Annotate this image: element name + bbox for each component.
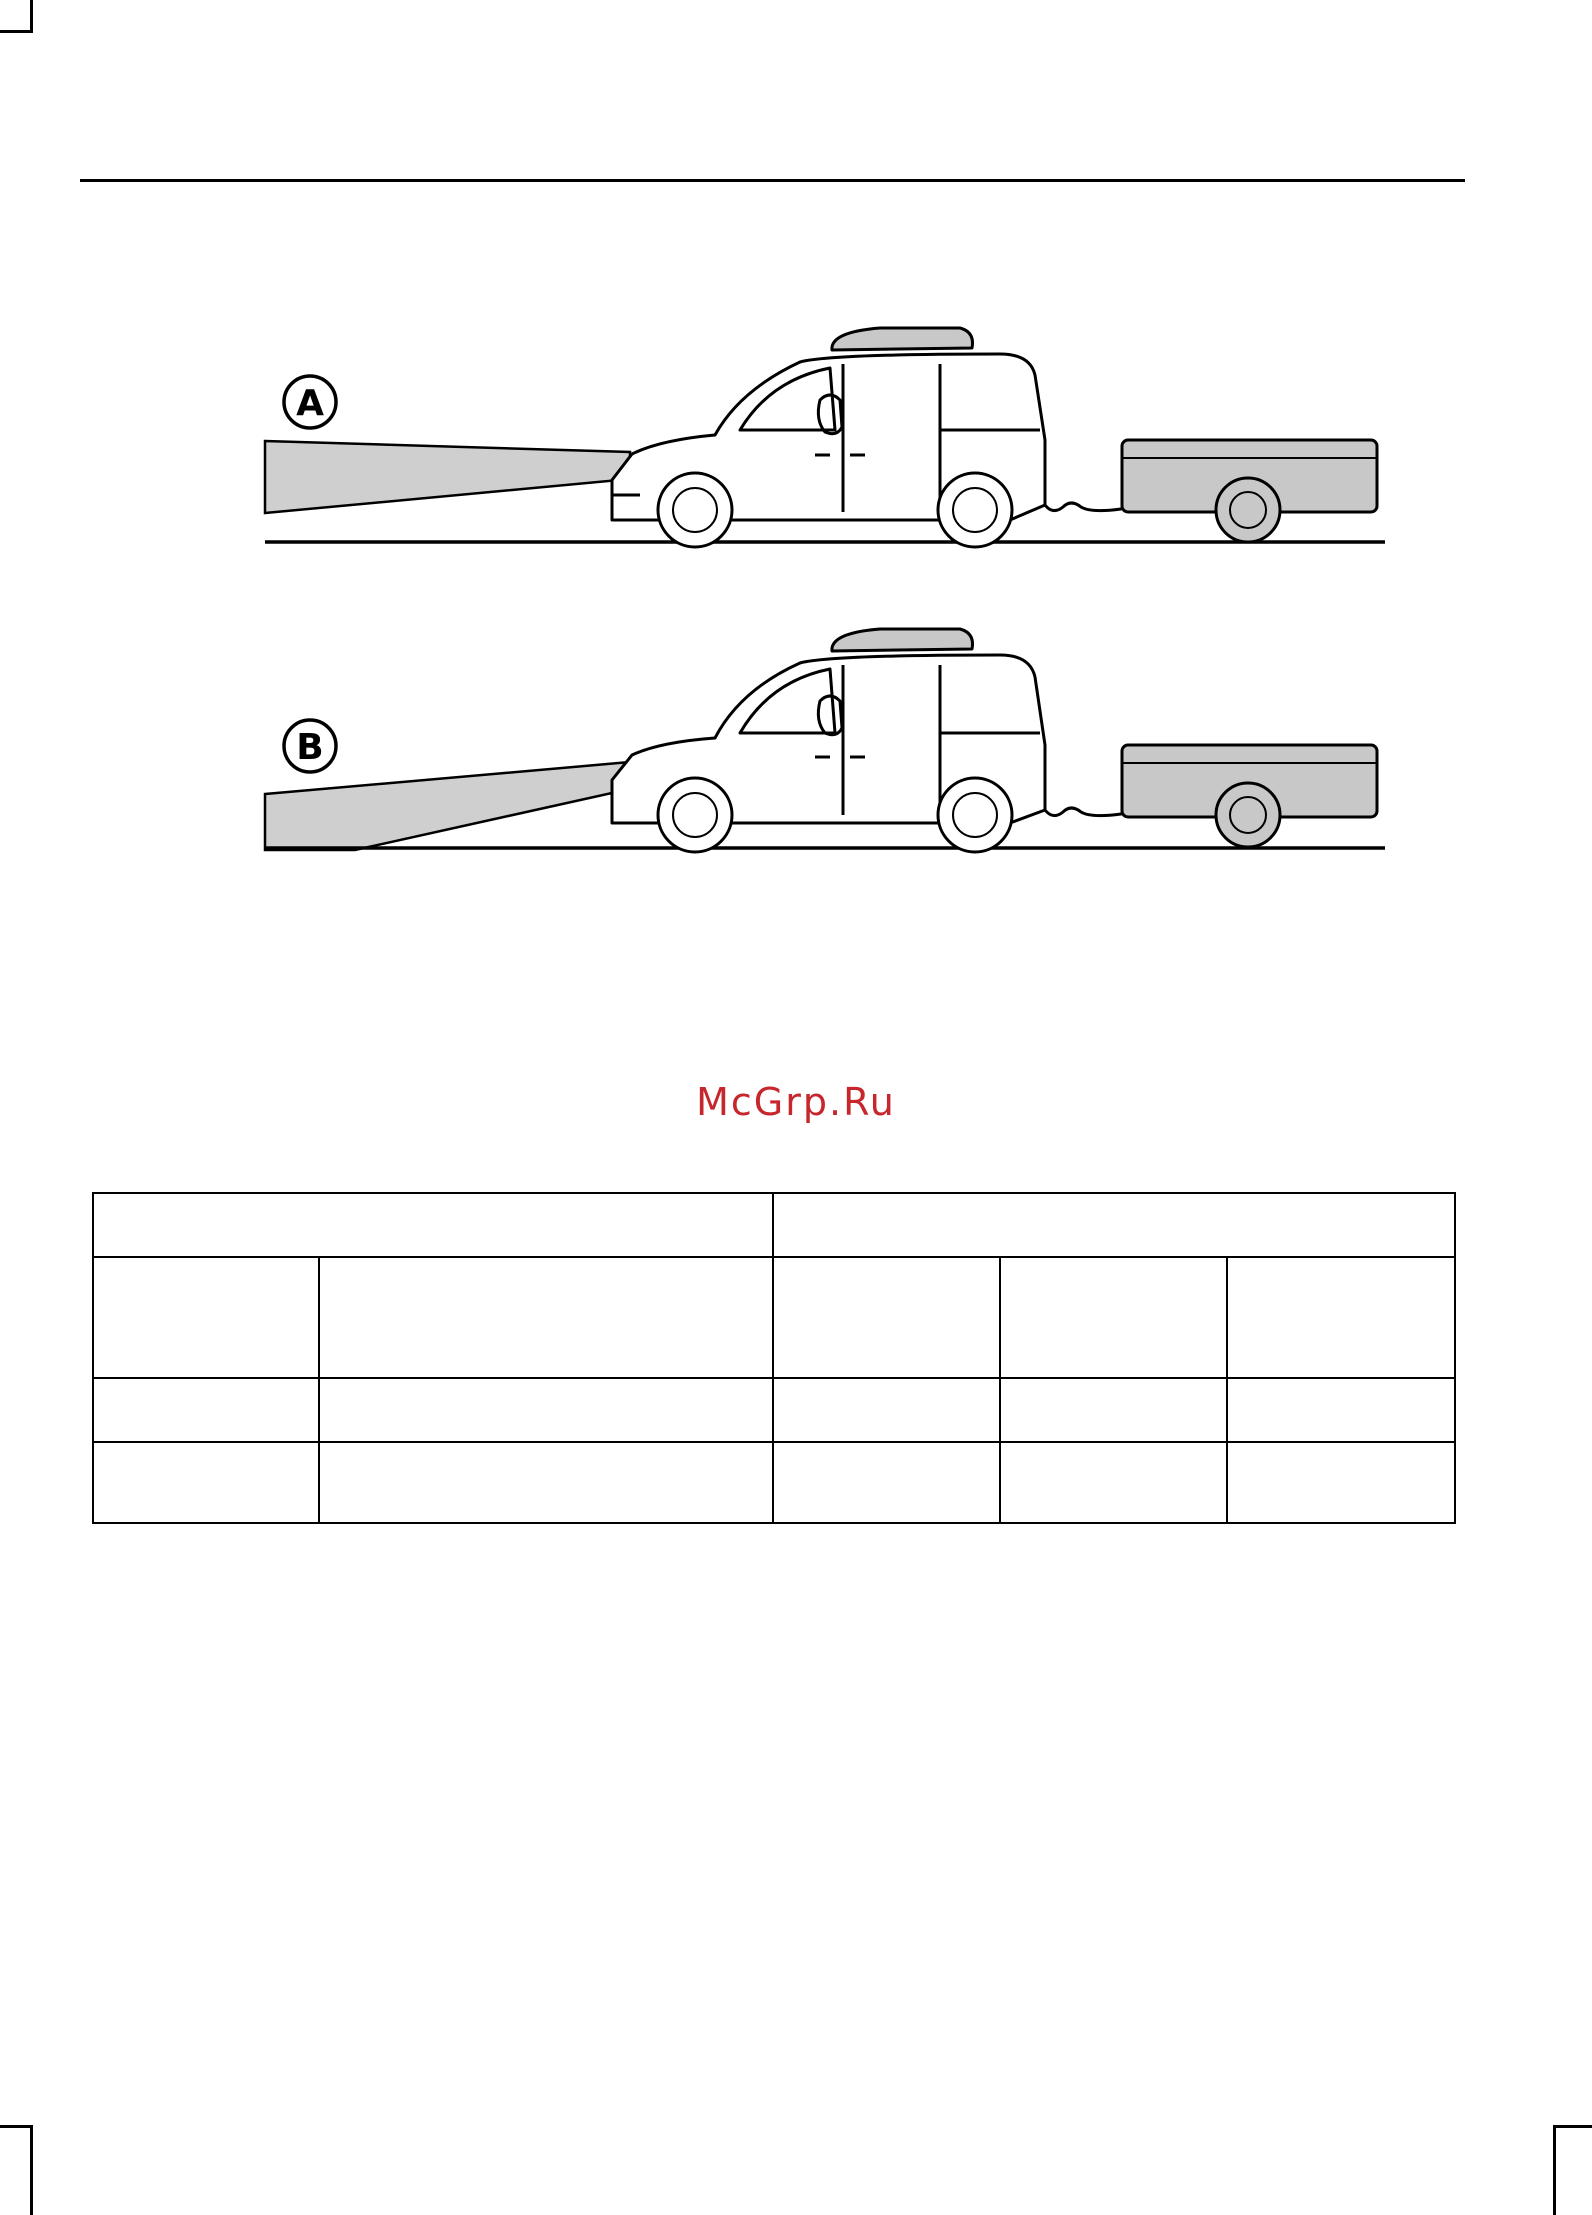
table-cell — [1000, 1442, 1227, 1523]
crop-mark-bottom-left-h — [0, 2125, 33, 2128]
table-cell — [93, 1378, 319, 1442]
table-subheader-row — [93, 1257, 1455, 1378]
table-cell — [319, 1378, 773, 1442]
tow-chain-b — [1045, 808, 1125, 816]
load-table — [92, 1192, 1456, 1524]
table-header-row — [93, 1193, 1455, 1257]
table-subheader-cell — [773, 1257, 1000, 1378]
crop-mark-bottom-left-v — [30, 2125, 33, 2215]
van-b-front-wheel — [658, 778, 732, 852]
panel-label-a: A — [296, 383, 324, 424]
table-subheader-cell — [1000, 1257, 1227, 1378]
watermark: McGrp.Ru — [696, 1080, 896, 1124]
table-header-cell — [93, 1193, 773, 1257]
panel-label-b: B — [296, 727, 324, 768]
panel-label-badge-b — [284, 720, 336, 772]
illustration-panel-b — [0, 305, 1592, 905]
table-row — [93, 1442, 1455, 1523]
van-b-rear-wheel — [938, 778, 1012, 852]
table-row — [93, 1378, 1455, 1442]
table-cell — [1000, 1378, 1227, 1442]
table-cell — [1227, 1442, 1455, 1523]
crop-mark-bottom-right-v — [1553, 2125, 1556, 2215]
table-subheader-cell — [319, 1257, 773, 1378]
table-subheader-cell — [93, 1257, 319, 1378]
crop-mark-bottom-right-h — [1553, 2125, 1592, 2128]
table-cell — [773, 1378, 1000, 1442]
table-cell — [773, 1442, 1000, 1523]
table-cell — [1227, 1378, 1455, 1442]
table-subheader-cell — [1227, 1257, 1455, 1378]
table-cell — [319, 1442, 773, 1523]
table-cell — [93, 1442, 319, 1523]
table-header-cell — [773, 1193, 1455, 1257]
headlight-beam-raised — [265, 762, 630, 850]
trailer-b — [1122, 745, 1377, 847]
